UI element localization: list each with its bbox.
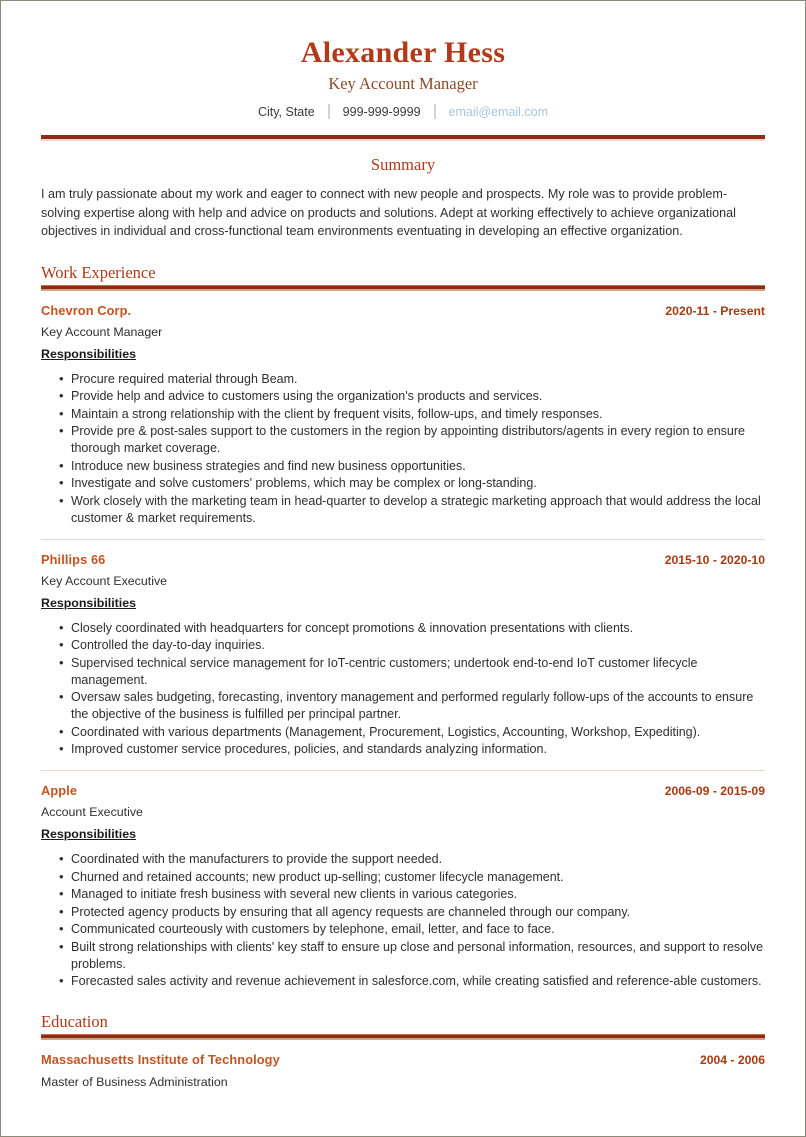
work-entry-role: Key Account Manager [41,324,163,339]
work-entry-role: Account Executive [41,805,143,819]
responsibilities-label: Responsibilities [41,595,137,610]
responsibilities-label: Responsibilities [41,346,137,361]
responsibility-item: • Coordinated with the manufacturers to provide the support needed. [61,851,765,868]
work-entry-header [41,552,765,567]
work-experience-heading: Work Experience [41,262,156,282]
summary-text: I am truly passionate about my work and eager to connect with new people and prospects. My role was to provide problem-solving expertise along with help and advice on products and solutions. Adept at working effectively to achieve organizational objectives in individual and cross-functional team environments eventuating in developing an effective organization. [41,187,736,238]
candidate-job-title: Key Account Manager [328,74,478,93]
education-divider [41,1034,765,1040]
responsibility-item: • Controlled the day-to-day inquiries. [61,637,765,654]
work-entry-dates: 2020-11 - Present [665,303,765,318]
work-entry [41,539,765,759]
contact-email[interactable]: email@email.com [448,104,549,119]
education-entry-dates: 2004 - 2006 [699,1053,765,1067]
responsibility-item: • Work closely with the marketing team in head-quarter to develop a strategic marketing approach that would address the local customer & market requirements. [61,493,765,527]
responsibility-item: • Procure required material through Beam. [61,371,765,388]
work-entry-dates: 2006-09 - 2015-09 [664,784,765,798]
work-entry-role: Key Account Executive [41,573,168,588]
education-entry-header [41,1052,765,1067]
candidate-name: Alexander Hess [300,36,506,69]
contact-phone[interactable]: 999-999-9999 [342,104,421,119]
responsibilities-list [41,371,765,527]
work-entry [41,302,765,527]
responsibility-item: • Built strong relationships with clients' key staff to ensure up close and personal information, resources, and support to resolve problems. [61,939,765,973]
responsibility-item: • Forecasted sales activity and revenue achievement in salesforce.com, while creating satisfied and reference-able customers. [61,973,765,990]
contact-location: City, State [257,104,315,119]
responsibility-item: • Closely coordinated with headquarters for concept promotions & innovation presentations with clients. [61,620,765,637]
education-entries [41,1051,765,1089]
responsibility-item: • Managed to initiate fresh business with several new clients in various categories. [61,886,765,903]
responsibility-item: • Oversaw sales budgeting, forecasting, inventory management and performed regularly follow-ups of the accounts to ensure the objective of the business is fulfilled per principal partner. [61,689,765,723]
education-entry-degree: Master of Business Administration [41,1075,228,1089]
work-entry-header [41,783,765,798]
responsibility-item: • Maintain a strong relationship with the client by frequent visits, follow-ups, and timely responses. [61,406,765,423]
resume-header [41,35,765,141]
education-entry [41,1051,765,1089]
work-experience-section [41,263,765,991]
responsibility-item: • Protected agency products by ensuring that all agency requests are channeled through our company. [61,904,765,921]
responsibility-item: • Improved customer service procedures, policies, and standards analyzing information. [61,741,765,758]
responsibility-item: • Provide pre & post-sales support to the customers in the region by appointing distributors/agents in every region to ensure thorough market coverage. [61,423,765,457]
responsibility-item: • Provide help and advice to customers using the organization's products and services. [61,388,765,405]
contact-line [41,104,765,119]
responsibility-item: • Communicated courteously with customers by telephone, email, letter, and face to face. [61,921,765,938]
responsibility-item: • Introduce new business strategies and find new business opportunities. [61,458,765,475]
work-entry-organization: Phillips 66 [41,551,106,567]
education-heading: Education [41,1012,108,1031]
summary-heading: Summary [370,155,436,174]
responsibilities-list [41,620,765,759]
education-entry-institution: Massachusetts Institute of Technology [41,1052,280,1067]
work-entry [41,770,765,990]
responsibility-item: • Investigate and solve customers' problems, which may be complex or long-standing. [61,475,765,492]
work-experience-divider [41,285,765,291]
responsibilities-label: Responsibilities [41,827,137,841]
summary-section [41,155,765,241]
header-divider [41,135,765,141]
work-experience-entries [41,302,765,991]
education-section [41,1012,765,1089]
work-entry-header [41,303,765,318]
resume-content [1,1,805,1089]
responsibilities-list [41,851,765,990]
work-entry-dates: 2015-10 - 2020-10 [664,552,765,567]
work-entry-organization: Apple [41,783,78,798]
responsibility-item: • Supervised technical service management for IoT-centric customers; undertook end-to-end IoT customer lifecycle management. [61,655,765,689]
work-entry-organization: Chevron Corp. [41,302,132,318]
responsibility-item: • Churned and retained accounts; new product up-selling; customer lifecycle management. [61,869,765,886]
responsibility-item: • Coordinated with various departments (Management, Procurement, Logistics, Accounting, Workshop, Expediting). [61,724,765,741]
